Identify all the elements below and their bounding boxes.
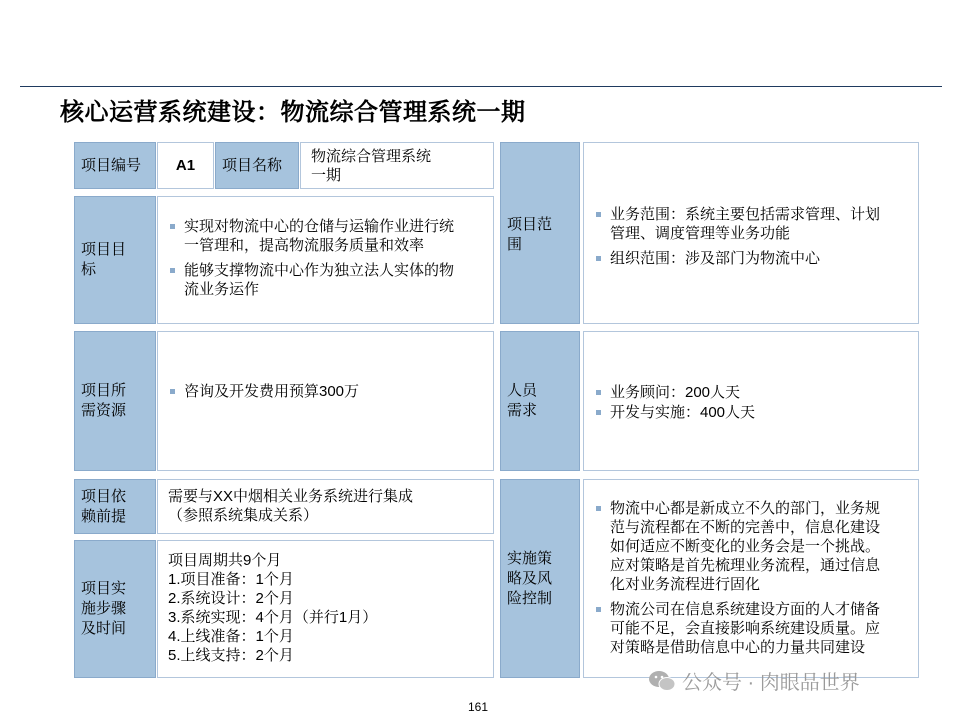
strategy-label: 实施策 略及风 险控制 bbox=[500, 479, 580, 678]
scope-content bbox=[583, 142, 919, 324]
list-item: 业务范围：系统主要包括需求管理、计划 管理、调度管理等业务功能 bbox=[592, 205, 910, 243]
list-item: 开发与实施：400人天 bbox=[592, 403, 910, 422]
project-no-label: 项目编号 bbox=[74, 142, 156, 189]
list-item: 能够支撑物流中心作为独立法人实体的物 流业务运作 bbox=[166, 261, 485, 299]
list-item: 咨询及开发费用预算300万 bbox=[166, 382, 485, 401]
goal-label: 项目目 标 bbox=[74, 196, 156, 324]
goal-content bbox=[157, 196, 494, 324]
list-item: 4.上线准备：1个月 bbox=[168, 628, 294, 645]
project-no-value: A1 bbox=[157, 142, 214, 189]
list-item: 物流中心都是新成立不久的部门，业务规 范与流程都在不断的完善中，信息化建设 如何适应不断变化的业务会是一个挑战。 应对策略是首先梳理业务流程，通过信息 化对业务流程进行固化 bbox=[592, 499, 910, 594]
wechat-icon bbox=[648, 669, 676, 693]
list-item: 2.系统设计：2个月 bbox=[168, 590, 294, 607]
list-item: 3.系统实现：4个月（并行1月） bbox=[168, 609, 378, 626]
page-number: 161 bbox=[468, 700, 489, 714]
scope-label: 项目范 围 bbox=[500, 142, 580, 324]
list-item: 项目周期共9个月 bbox=[168, 552, 282, 569]
staff-label: 人员 需求 bbox=[500, 331, 580, 471]
steps-label: 项目实 施步骤 及时间 bbox=[74, 540, 156, 678]
page-title: 核心运营系统建设：物流综合管理系统一期 bbox=[60, 99, 526, 126]
project-name-label: 项目名称 bbox=[215, 142, 299, 189]
watermark: 公众号 · 肉眼品世界 bbox=[648, 666, 860, 695]
staff-content bbox=[583, 331, 919, 471]
project-name-value: 物流综合管理系统 一期 bbox=[300, 142, 494, 189]
list-item: 业务顾问：200人天 bbox=[592, 383, 910, 402]
resource-label: 项目所 需资源 bbox=[74, 331, 156, 471]
list-item: 5.上线支持：2个月 bbox=[168, 647, 294, 664]
list-item: 物流公司在信息系统建设方面的人才储备 可能不足，会直接影响系统建设质量。应 对策略是借助信息中心的力量共同建设 bbox=[592, 600, 910, 657]
list-item: 组织范围：涉及部门为物流中心 bbox=[592, 249, 910, 268]
header-rule bbox=[20, 86, 942, 87]
resource-content bbox=[157, 331, 494, 471]
dependency-label: 项目依 赖前提 bbox=[74, 479, 156, 534]
dependency-content: 需要与XX中烟相关业务系统进行集成 （参照系统集成关系） bbox=[157, 479, 494, 534]
steps-content bbox=[157, 540, 494, 678]
strategy-content bbox=[583, 479, 919, 678]
list-item: 1.项目准备：1个月 bbox=[168, 571, 294, 588]
list-item: 实现对物流中心的仓储与运输作业进行统 一管理和，提高物流服务质量和效率 bbox=[166, 217, 485, 255]
